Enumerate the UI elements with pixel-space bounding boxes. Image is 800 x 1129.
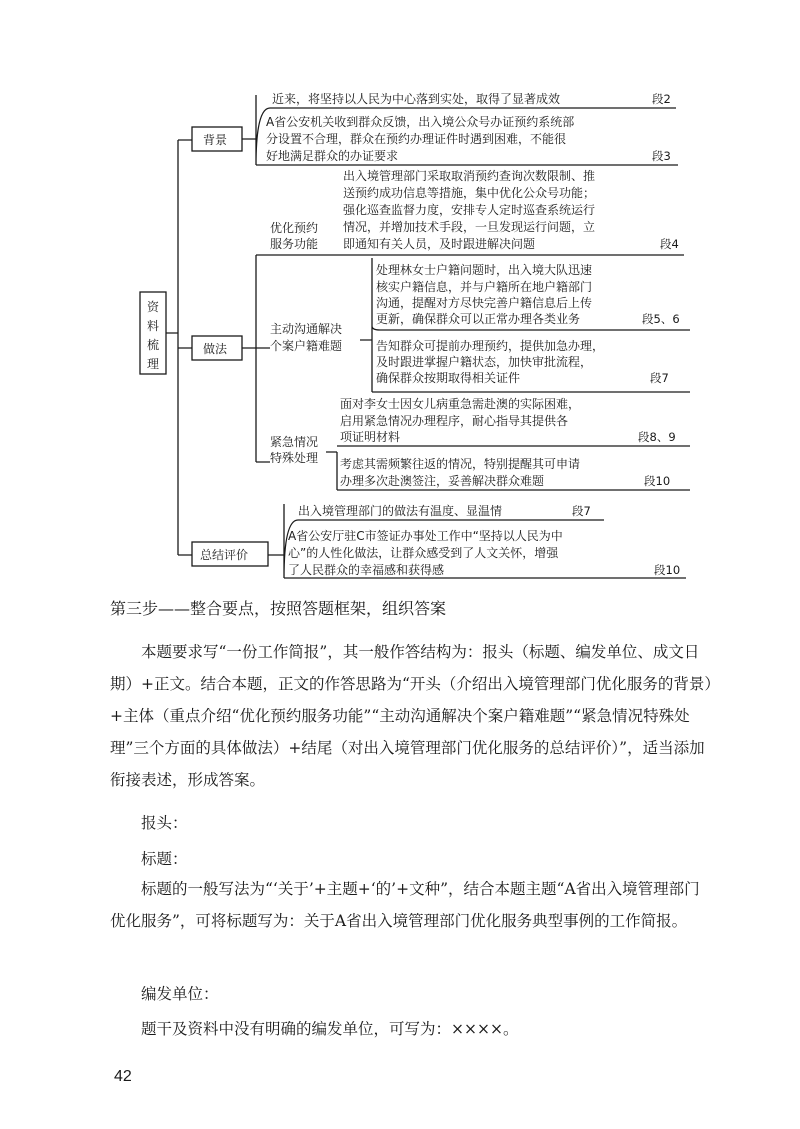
sub3-item1-line1: 面对李女士因女儿病重急需赴澳的实际困难， [340,397,581,411]
eval-item2-line1: A省公安厅驻C市签证办事处工作中“坚持以人民为中 [288,529,563,543]
background-label: 背景 [203,133,228,147]
bg-item1-ref: 段2 [652,92,671,106]
evaluation-label: 总结评价 [200,548,249,562]
sub2-item2-line3: 确保群众按期取得相关证件 [376,371,521,385]
issuer-label: 编发单位： [141,985,219,1003]
eval-item2-line3: 了人民群众的幸福感和获得感 [288,563,445,577]
sub2-label-2: 个案户籍难题 [270,339,343,353]
root-connector [166,140,192,555]
sub2-item1-line1: 处理林女士户籍问题时，出入境大队迅速 [376,263,593,277]
sub1-label-1: 优化预约 [270,221,319,235]
bg-item2-line1: A省公安机关收到群众反馈，出入境公众号办证预约系统部 [266,115,575,129]
sub1-line3: 强化巡查监督力度，安排专人定时巡查系统运行 [343,203,596,217]
paragraph-structure: 本题要求写“一份工作简报”，其一般作答结构为：报头（标题、编发单位、成文日期）+正文。结合本题，正文的作答思路为“开头（介绍出入境管理部门优化服务的背景）+主体（重点介绍“优化预约服务功能”“主动沟通解决个案户籍难题”“紧急情况特殊处理”三个方面的具体做法）+结尾（对出入境管理部门优化服务的总结评价）”，适当添加衔接表述，形成答案。 [110,643,713,789]
bg-item1-text: 近来，将坚持以人民为中心落到实处，取得了显著成效 [272,92,561,106]
root-char-3: 梳 [147,338,160,352]
bg-item2-line2: 分设置不合理，群众在预约办理证件时遇到困难，不能很 [266,132,567,146]
sub2-item1-line3: 沟通，提醒对方尽快完善户籍信息后上传 [376,296,593,310]
sub1-line5: 即通知有关人员，及时跟进解决问题 [343,237,536,251]
sub2-item1-line4: 更新，确保群众可以正常办理各类业务 [376,312,581,326]
masthead-label: 报头： [141,814,188,832]
bg-item2-line3: 好地满足群众的办证要求 [266,149,399,163]
root-char-4: 理 [147,357,160,371]
practice-label: 做法 [203,342,228,356]
page-number: 42 [114,1068,132,1085]
sub3-item1-line2: 启用紧急情况办理程序，耐心指导其提供各 [340,414,569,428]
sub1-line4: 情况，并增加技术手段，一旦发现运行问题，立 [343,220,596,234]
sub2-item2-line2: 及时跟进掌握户籍状态，加快审批流程， [376,355,593,369]
sub3-item2-line2: 办理多次赴澳签注，妥善解决群众难题 [340,474,545,488]
root-char-2: 料 [147,319,160,333]
step-heading: 第三步——整合要点，按照答题框架，组织答案 [110,599,447,618]
eval-item2-line2: 心”的人性化做法，让群众感受到了人文关怀，增强 [288,546,559,560]
sub3-item1-line3: 项证明材料 [340,430,401,444]
sub2-item1-line2: 核实户籍信息，并与户籍所在地户籍部门 [376,280,593,294]
sub1-line1: 出入境管理部门采取取消预约查询次数限制、推 [343,169,596,183]
sub3-label-2: 特殊处理 [270,451,319,465]
sub2-item2-ref: 段7 [650,371,669,385]
sub1-label-2: 服务功能 [270,237,319,251]
sub2-label-1: 主动沟通解决 [270,322,343,336]
sub1-line2: 送预约成功信息等措施，集中优化公众号功能； [343,186,596,200]
practice-branch [242,255,343,462]
sub3-label-1: 紧急情况 [270,435,319,449]
eval-item2-ref: 段10 [654,563,681,577]
issuer-answer: 题干及资料中没有明确的编发单位，可写为：××××。 [141,1020,519,1038]
sub3-item2-ref: 段10 [644,474,671,488]
sub2-item1-ref: 段5、6 [642,312,680,326]
sub1-ref: 段4 [660,237,679,251]
eval-item1-text: 出入境管理部门的做法有温度、显温情 [298,504,503,518]
bg-item2-ref: 段3 [652,149,671,163]
sub2-item2-line1: 告知群众可提前办理预约，提供加急办理， [376,339,605,353]
sub3-item2-line1: 考虑其需频繁往返的情况，特别提醒其可申请 [340,457,581,471]
title-label: 标题： [141,850,188,868]
sub3-item1-ref: 段8、9 [638,430,676,444]
eval-item1-ref: 段7 [572,504,591,518]
root-char-1: 资 [147,300,160,314]
paragraph-title-method: 标题的一般写法为“‘关于’+主题+‘的’+文种”，结合本题主题“A省出入境管理部门优化服务”，可将标题写为：关于A省出入境管理部门优化服务典型事例的工作简报。 [110,880,700,930]
